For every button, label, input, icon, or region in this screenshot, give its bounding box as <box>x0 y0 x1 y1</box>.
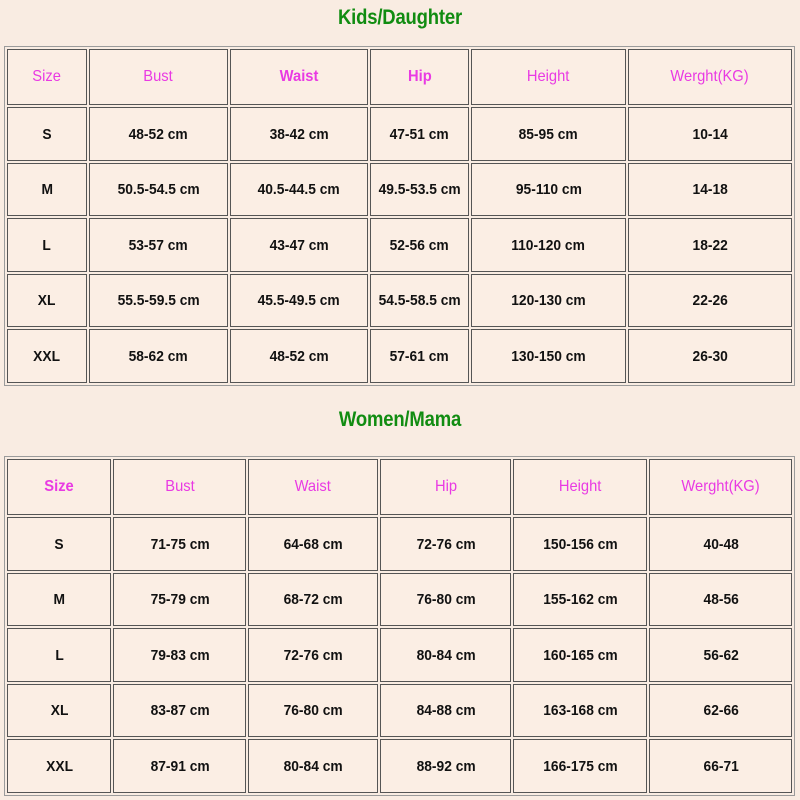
hip-cell: 72-76 cm <box>380 517 511 571</box>
height-cell: 150-156 cm <box>513 517 648 571</box>
hip-cell: 54.5-58.5 cm <box>370 274 469 328</box>
weight-cell: 48-56 <box>649 573 792 627</box>
waist-cell: 68-72 cm <box>248 573 379 627</box>
waist-cell: 48-52 cm <box>230 329 368 383</box>
weight-cell: 56-62 <box>649 628 792 682</box>
size-cell: M <box>7 573 111 627</box>
size-cell: S <box>7 107 87 161</box>
table-row <box>7 573 792 627</box>
size-cell: XL <box>7 684 111 738</box>
weight-cell: 18-22 <box>628 218 792 272</box>
table-row <box>7 107 792 161</box>
header-height: Height <box>513 459 648 515</box>
waist-cell: 76-80 cm <box>248 684 379 738</box>
kids-section-title: Kids/Daughter <box>337 6 462 29</box>
weight-cell: 14-18 <box>628 163 792 217</box>
header-waist: Waist <box>230 49 368 105</box>
hip-cell: 57-61 cm <box>370 329 469 383</box>
weight-cell: 62-66 <box>649 684 792 738</box>
size-cell: XL <box>7 274 87 328</box>
height-cell: 85-95 cm <box>471 107 626 161</box>
table-row <box>7 218 792 272</box>
waist-cell: 72-76 cm <box>248 628 379 682</box>
bust-cell: 71-75 cm <box>113 517 246 571</box>
waist-cell: 38-42 cm <box>230 107 368 161</box>
hip-cell: 88-92 cm <box>380 739 511 793</box>
bust-cell: 48-52 cm <box>89 107 228 161</box>
bust-cell: 79-83 cm <box>113 628 246 682</box>
size-cell: L <box>7 218 87 272</box>
table-row <box>7 163 792 217</box>
bust-cell: 53-57 cm <box>89 218 228 272</box>
header-bust: Bust <box>89 49 228 105</box>
height-cell: 95-110 cm <box>471 163 626 217</box>
waist-cell: 64-68 cm <box>248 517 379 571</box>
table-row <box>7 739 792 793</box>
hip-cell: 84-88 cm <box>380 684 511 738</box>
header-size: Size <box>7 459 111 515</box>
bust-cell: 75-79 cm <box>113 573 246 627</box>
hip-cell: 52-56 cm <box>370 218 469 272</box>
bust-cell: 50.5-54.5 cm <box>89 163 228 217</box>
bust-cell: 87-91 cm <box>113 739 246 793</box>
header-size: Size <box>7 49 87 105</box>
height-cell: 155-162 cm <box>513 573 648 627</box>
table-row <box>7 684 792 738</box>
size-cell: XXL <box>7 739 111 793</box>
waist-cell: 80-84 cm <box>248 739 379 793</box>
weight-cell: 26-30 <box>628 329 792 383</box>
header-hip: Hip <box>370 49 469 105</box>
size-cell: S <box>7 517 111 571</box>
header-weight: Werght(KG) <box>628 49 792 105</box>
weight-cell: 66-71 <box>649 739 792 793</box>
table-header-row <box>7 459 792 515</box>
height-cell: 163-168 cm <box>513 684 648 738</box>
table-row <box>7 628 792 682</box>
kids-size-table <box>4 46 795 386</box>
height-cell: 110-120 cm <box>471 218 626 272</box>
height-cell: 166-175 cm <box>513 739 648 793</box>
size-cell: L <box>7 628 111 682</box>
header-weight: Werght(KG) <box>649 459 792 515</box>
header-bust: Bust <box>113 459 246 515</box>
hip-cell: 47-51 cm <box>370 107 469 161</box>
weight-cell: 10-14 <box>628 107 792 161</box>
height-cell: 130-150 cm <box>471 329 626 383</box>
hip-cell: 76-80 cm <box>380 573 511 627</box>
size-cell: XXL <box>7 329 87 383</box>
header-hip: Hip <box>380 459 511 515</box>
table-header-row <box>7 49 792 105</box>
hip-cell: 80-84 cm <box>380 628 511 682</box>
women-size-table <box>4 456 795 796</box>
hip-cell: 49.5-53.5 cm <box>370 163 469 217</box>
size-cell: M <box>7 163 87 217</box>
weight-cell: 40-48 <box>649 517 792 571</box>
height-cell: 160-165 cm <box>513 628 648 682</box>
waist-cell: 43-47 cm <box>230 218 368 272</box>
header-waist: Waist <box>248 459 379 515</box>
header-height: Height <box>471 49 626 105</box>
waist-cell: 40.5-44.5 cm <box>230 163 368 217</box>
weight-cell: 22-26 <box>628 274 792 328</box>
table-row <box>7 274 792 328</box>
height-cell: 120-130 cm <box>471 274 626 328</box>
waist-cell: 45.5-49.5 cm <box>230 274 368 328</box>
bust-cell: 58-62 cm <box>89 329 228 383</box>
table-row <box>7 329 792 383</box>
bust-cell: 83-87 cm <box>113 684 246 738</box>
table-row <box>7 517 792 571</box>
bust-cell: 55.5-59.5 cm <box>89 274 228 328</box>
women-section-title: Women/Mama <box>338 408 462 431</box>
